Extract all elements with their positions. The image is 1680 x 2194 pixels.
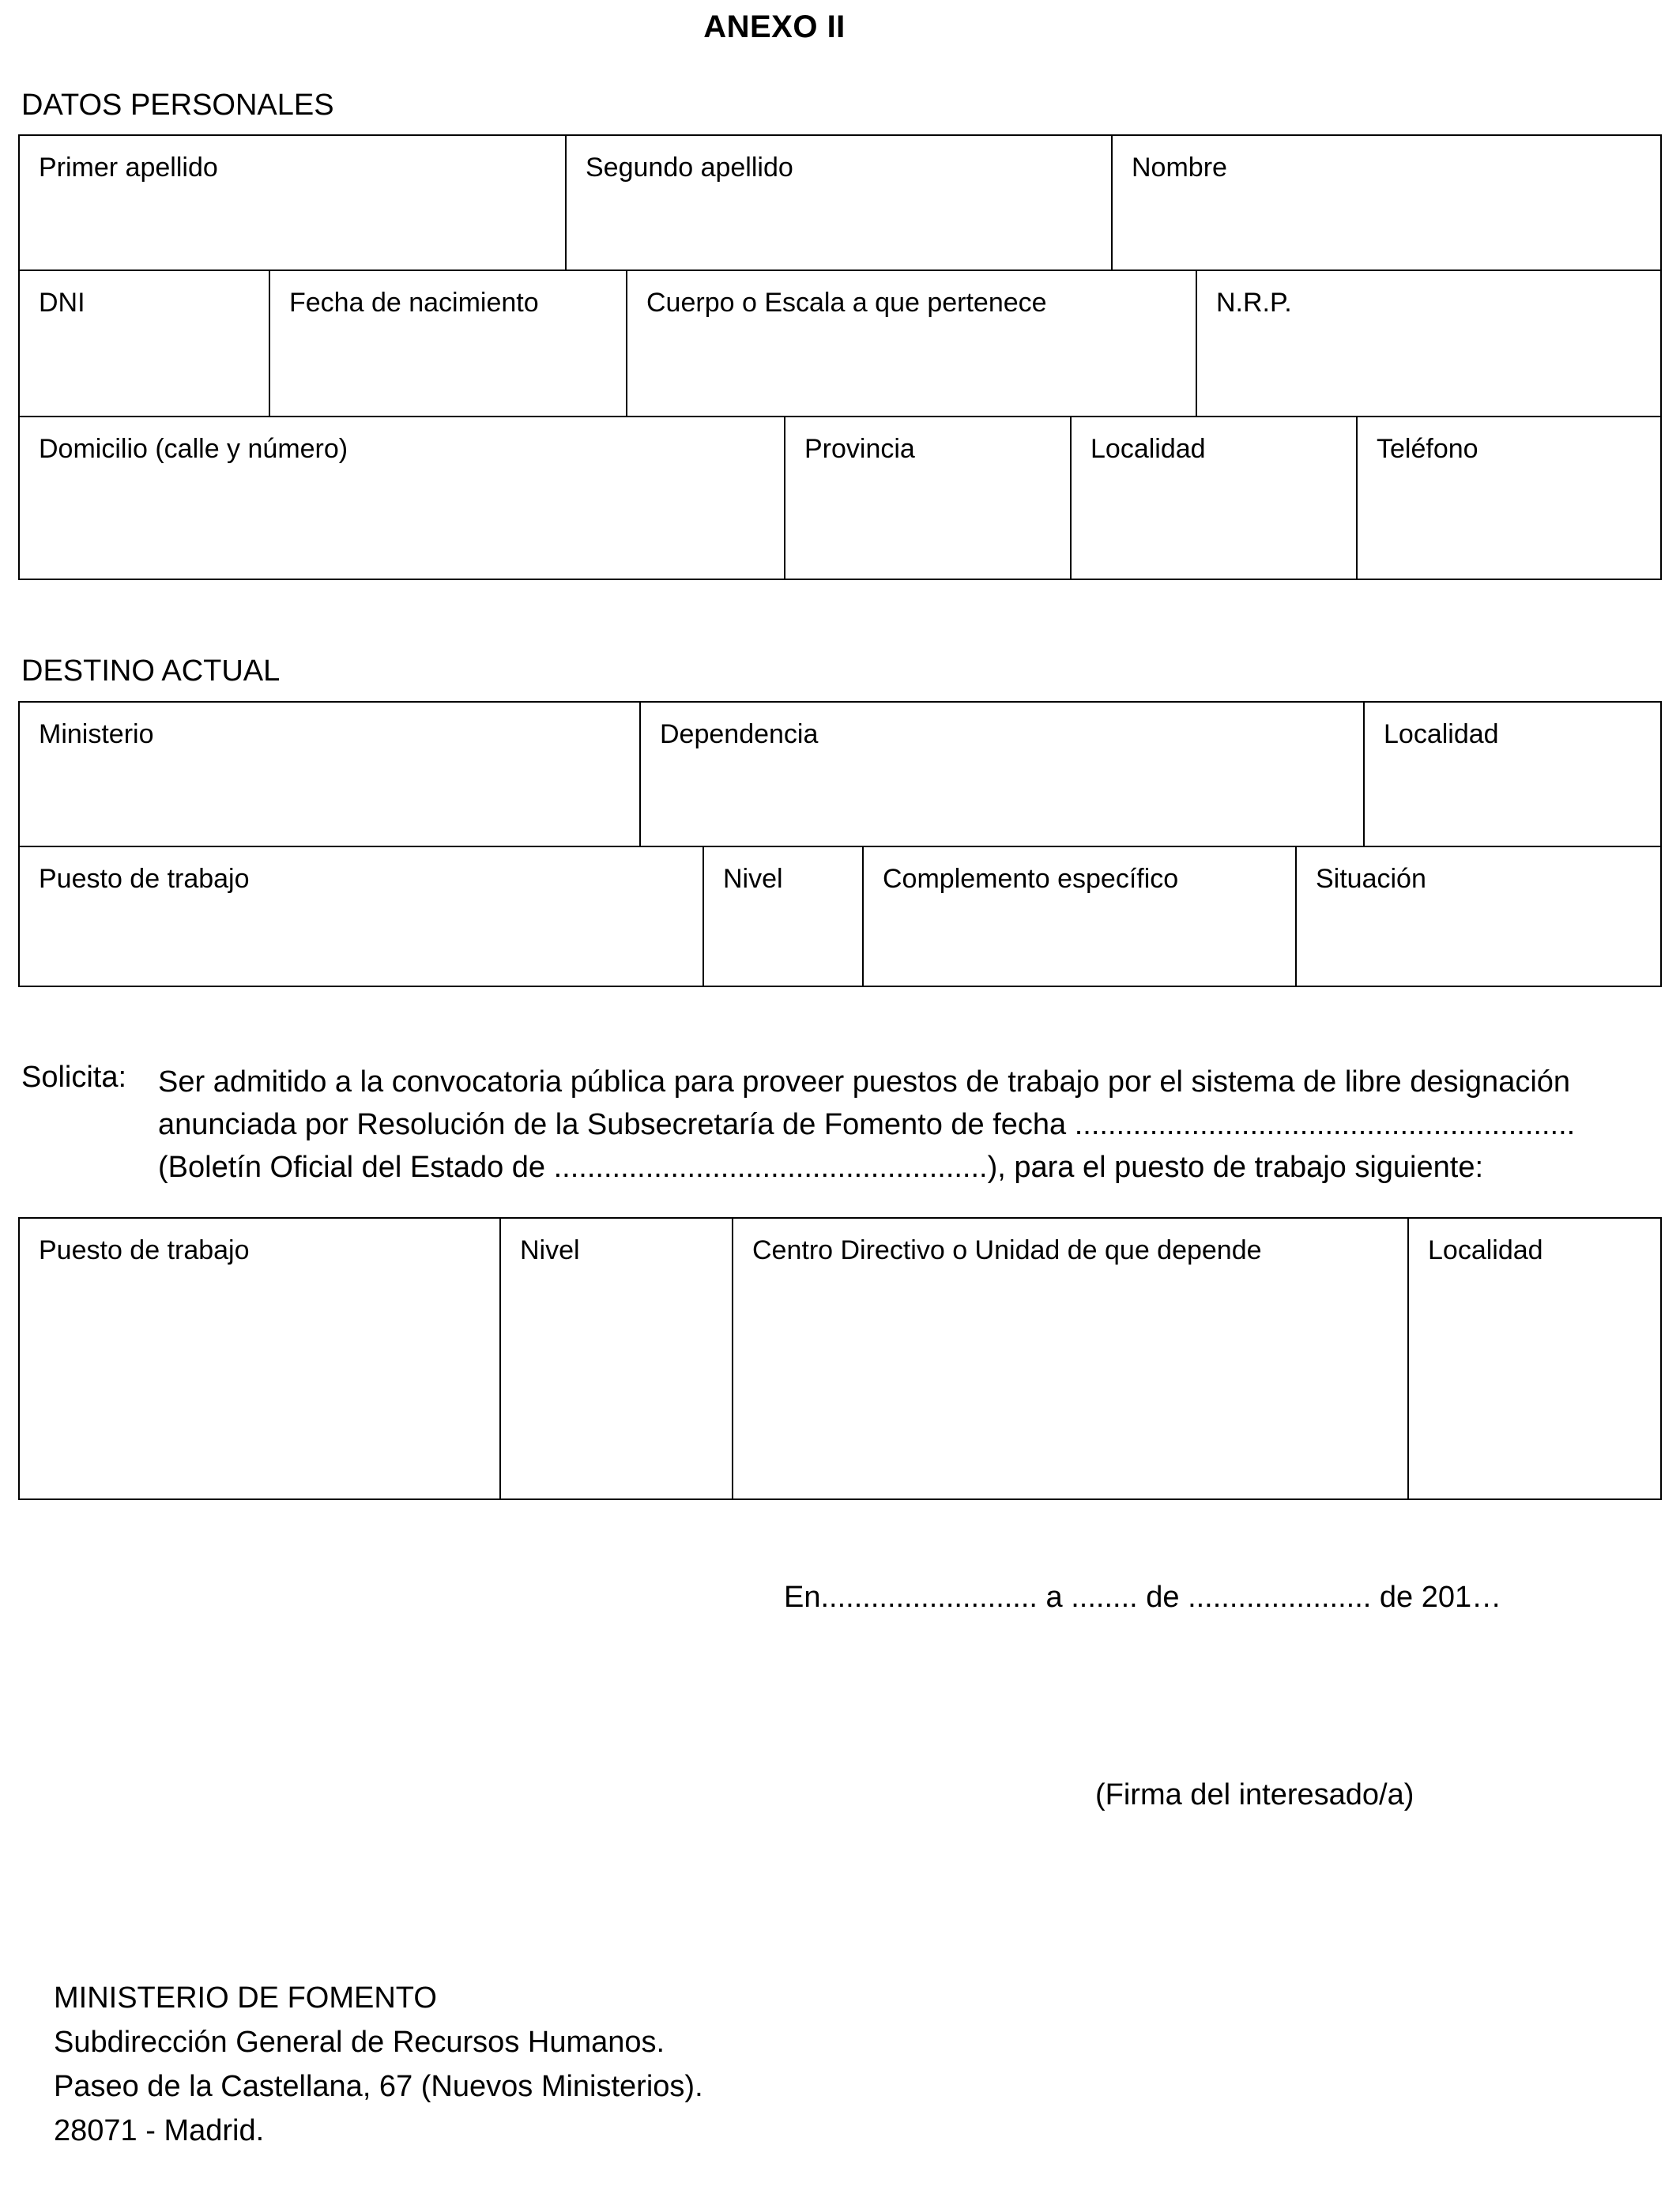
field-localidad-solicitada[interactable]: Localidad [1428, 1235, 1543, 1265]
field-provincia[interactable]: Provincia [785, 417, 1072, 579]
field-cuerpo-escala[interactable]: Cuerpo o Escala a que pertenece [627, 271, 1197, 416]
solicita-text [158, 1061, 1644, 1189]
solicita-line: Ser admitido a la convocatoria pública para proveer puestos de trabajo por el sistema de libre designación [158, 1065, 1571, 1099]
field-puesto-trabajo-solicitado[interactable]: Puesto de trabajo [20, 1219, 501, 1498]
address-line: Paseo de la Castellana, 67 (Nuevos Ministerios). [54, 2070, 703, 2103]
field-destino-localidad[interactable]: Localidad [1384, 719, 1499, 749]
field-nivel-actual[interactable]: Nivel [704, 847, 864, 986]
destino-row-2 [18, 847, 1662, 987]
field-nrp[interactable]: N.R.P. [1216, 288, 1292, 318]
solicita-line: (Boletín Oficial del Estado de ....................................................), para el puesto de trabajo siguiente: [158, 1151, 1484, 1184]
solicita-line: anunciada por Resolución de la Subsecretaría de Fomento de fecha ............................................................ [158, 1108, 1576, 1141]
signature-caption: (Firma del interesado/a) [1095, 1778, 1414, 1811]
personal-row-3 [18, 417, 1662, 580]
destino-row-1 [18, 701, 1662, 847]
field-dependencia[interactable]: Dependencia [641, 703, 1365, 846]
personal-row-1 [18, 134, 1662, 271]
section-heading-datos-personales: DATOS PERSONALES [21, 89, 334, 122]
field-segundo-apellido[interactable]: Segundo apellido [567, 136, 1113, 270]
field-nombre[interactable]: Nombre [1132, 153, 1227, 183]
address-line: 28071 - Madrid. [54, 2114, 265, 2147]
personal-row-2 [18, 271, 1662, 417]
address-block [54, 1976, 703, 2153]
field-complemento-especifico[interactable]: Complemento específico [864, 847, 1297, 986]
field-centro-directivo[interactable]: Centro Directivo o Unidad de que depende [733, 1219, 1409, 1498]
field-telefono[interactable]: Teléfono [1377, 434, 1478, 464]
puesto-solicitado-row [18, 1217, 1662, 1500]
section-heading-destino-actual: DESTINO ACTUAL [21, 654, 281, 688]
field-localidad[interactable]: Localidad [1072, 417, 1358, 579]
address-line: Subdirección General de Recursos Humanos. [54, 2026, 665, 2059]
field-nivel-solicitado[interactable]: Nivel [501, 1219, 733, 1498]
field-primer-apellido[interactable]: Primer apellido [20, 136, 567, 270]
field-situacion[interactable]: Situación [1316, 864, 1426, 894]
field-fecha-nacimiento[interactable]: Fecha de nacimiento [270, 271, 627, 416]
address-line: MINISTERIO DE FOMENTO [54, 1981, 437, 2015]
place-date-line: En.......................... a ........ de ...................... de 201… [784, 1581, 1502, 1614]
field-domicilio[interactable]: Domicilio (calle y número) [20, 417, 785, 579]
solicita-label: Solicita: [21, 1061, 127, 1094]
field-dni[interactable]: DNI [20, 271, 270, 416]
field-ministerio[interactable]: Ministerio [20, 703, 641, 846]
field-puesto-trabajo-actual[interactable]: Puesto de trabajo [20, 847, 704, 986]
page-title: ANEXO II [703, 9, 846, 44]
